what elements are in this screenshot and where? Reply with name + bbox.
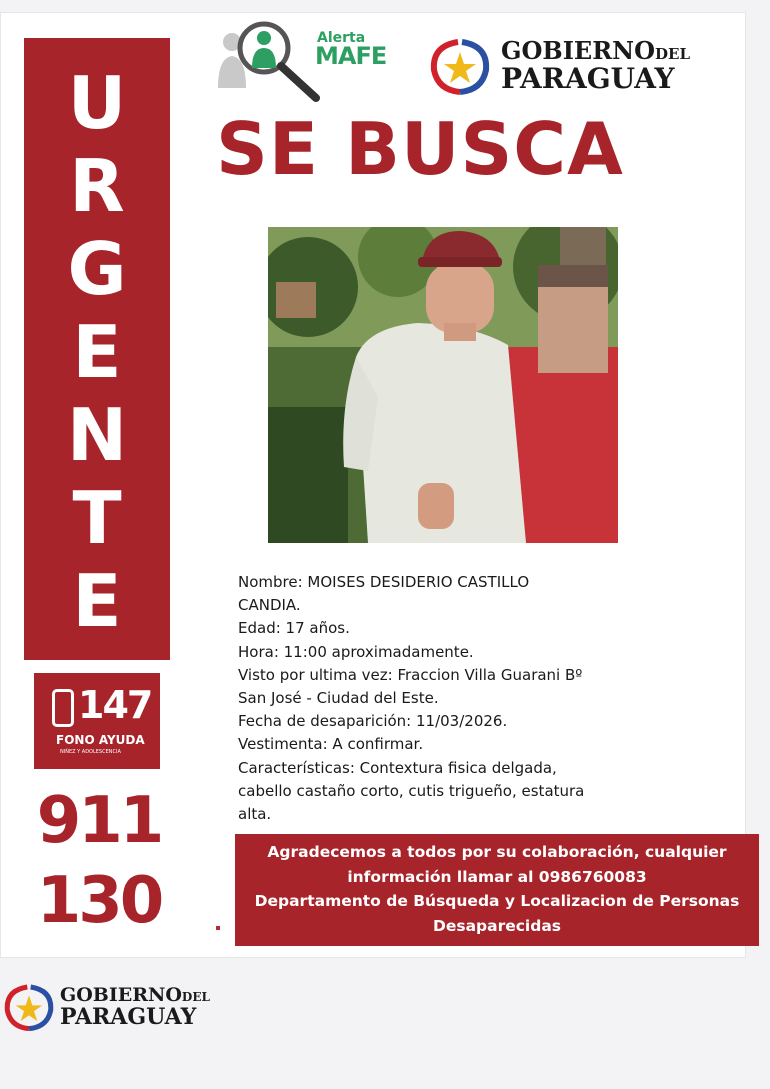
urgent-word bbox=[24, 62, 170, 643]
detail-line: Vestimenta: A confirmar. bbox=[238, 735, 424, 754]
gov-line2: PARAGUAY bbox=[501, 62, 675, 95]
alerta-mafe-logo-icon bbox=[216, 18, 320, 104]
urgent-letter: R bbox=[69, 144, 125, 228]
alerta-brand-bottom: MAFE bbox=[315, 42, 387, 70]
poster-title: SE BUSCA bbox=[216, 107, 624, 191]
detail-line: Visto por ultima vez: Fraccion Villa Guarani Bº bbox=[238, 665, 583, 684]
urgent-letter: U bbox=[67, 61, 127, 145]
detail-line: Fecha de desaparición: 11/03/2026. bbox=[238, 712, 508, 731]
urgent-letter: G bbox=[67, 227, 127, 311]
alerta-brand-top: Alerta bbox=[317, 30, 366, 46]
paraguay-emblem-icon bbox=[428, 36, 492, 96]
urgent-letter: E bbox=[72, 559, 122, 643]
detail-line: San José - Ciudad del Este. bbox=[238, 689, 439, 708]
detail-line: Características: Contextura fisica delgada, bbox=[238, 758, 557, 777]
phone-icon bbox=[52, 689, 74, 727]
helpline-badge bbox=[34, 673, 160, 769]
banner-line: Departamento de Búsqueda y Localizacion de Personas bbox=[254, 892, 740, 910]
decorative-dot bbox=[216, 926, 220, 930]
urgent-letter: N bbox=[66, 393, 128, 477]
footer-gov-line1: GOBIERNODEL bbox=[60, 984, 210, 1006]
contact-banner bbox=[235, 834, 759, 946]
urgent-letter: T bbox=[72, 476, 122, 560]
detail-line: Edad: 17 años. bbox=[238, 619, 350, 638]
detail-line: Hora: 11:00 aproximadamente. bbox=[238, 642, 474, 661]
detail-line: alta. bbox=[238, 805, 272, 824]
banner-line: Desaparecidas bbox=[432, 916, 562, 935]
emergency-number-911: 911 bbox=[36, 784, 162, 858]
emergency-number-130: 130 bbox=[36, 864, 162, 938]
gov-del: DEL bbox=[655, 45, 690, 63]
person-details bbox=[238, 571, 668, 826]
detail-line: Nombre: MOISES DESIDERIO CASTILLO bbox=[238, 573, 530, 591]
footer-paraguay-emblem-icon bbox=[2, 982, 56, 1032]
footer-gov-del: DEL bbox=[181, 990, 210, 1004]
detail-line: CANDIA. bbox=[238, 596, 301, 615]
banner-line: Agradecemos a todos por su colaboración, cualquier bbox=[267, 843, 727, 861]
missing-person-photo bbox=[268, 227, 618, 543]
footer-gov-line2: PARAGUAY bbox=[60, 1004, 197, 1030]
helpline-sublabel: NIÑEZ Y ADOLESCENCIA bbox=[60, 749, 121, 755]
banner-line: información llamar al 0986760083 bbox=[347, 867, 647, 886]
helpline-number: 147 bbox=[78, 683, 152, 727]
detail-line: cabello castaño corto, cutis trigueño, estatura bbox=[238, 781, 585, 800]
helpline-label: FONO AYUDA bbox=[56, 733, 145, 747]
gov-line1: GOBIERNODEL bbox=[501, 36, 690, 65]
urgent-letter: E bbox=[72, 310, 122, 394]
